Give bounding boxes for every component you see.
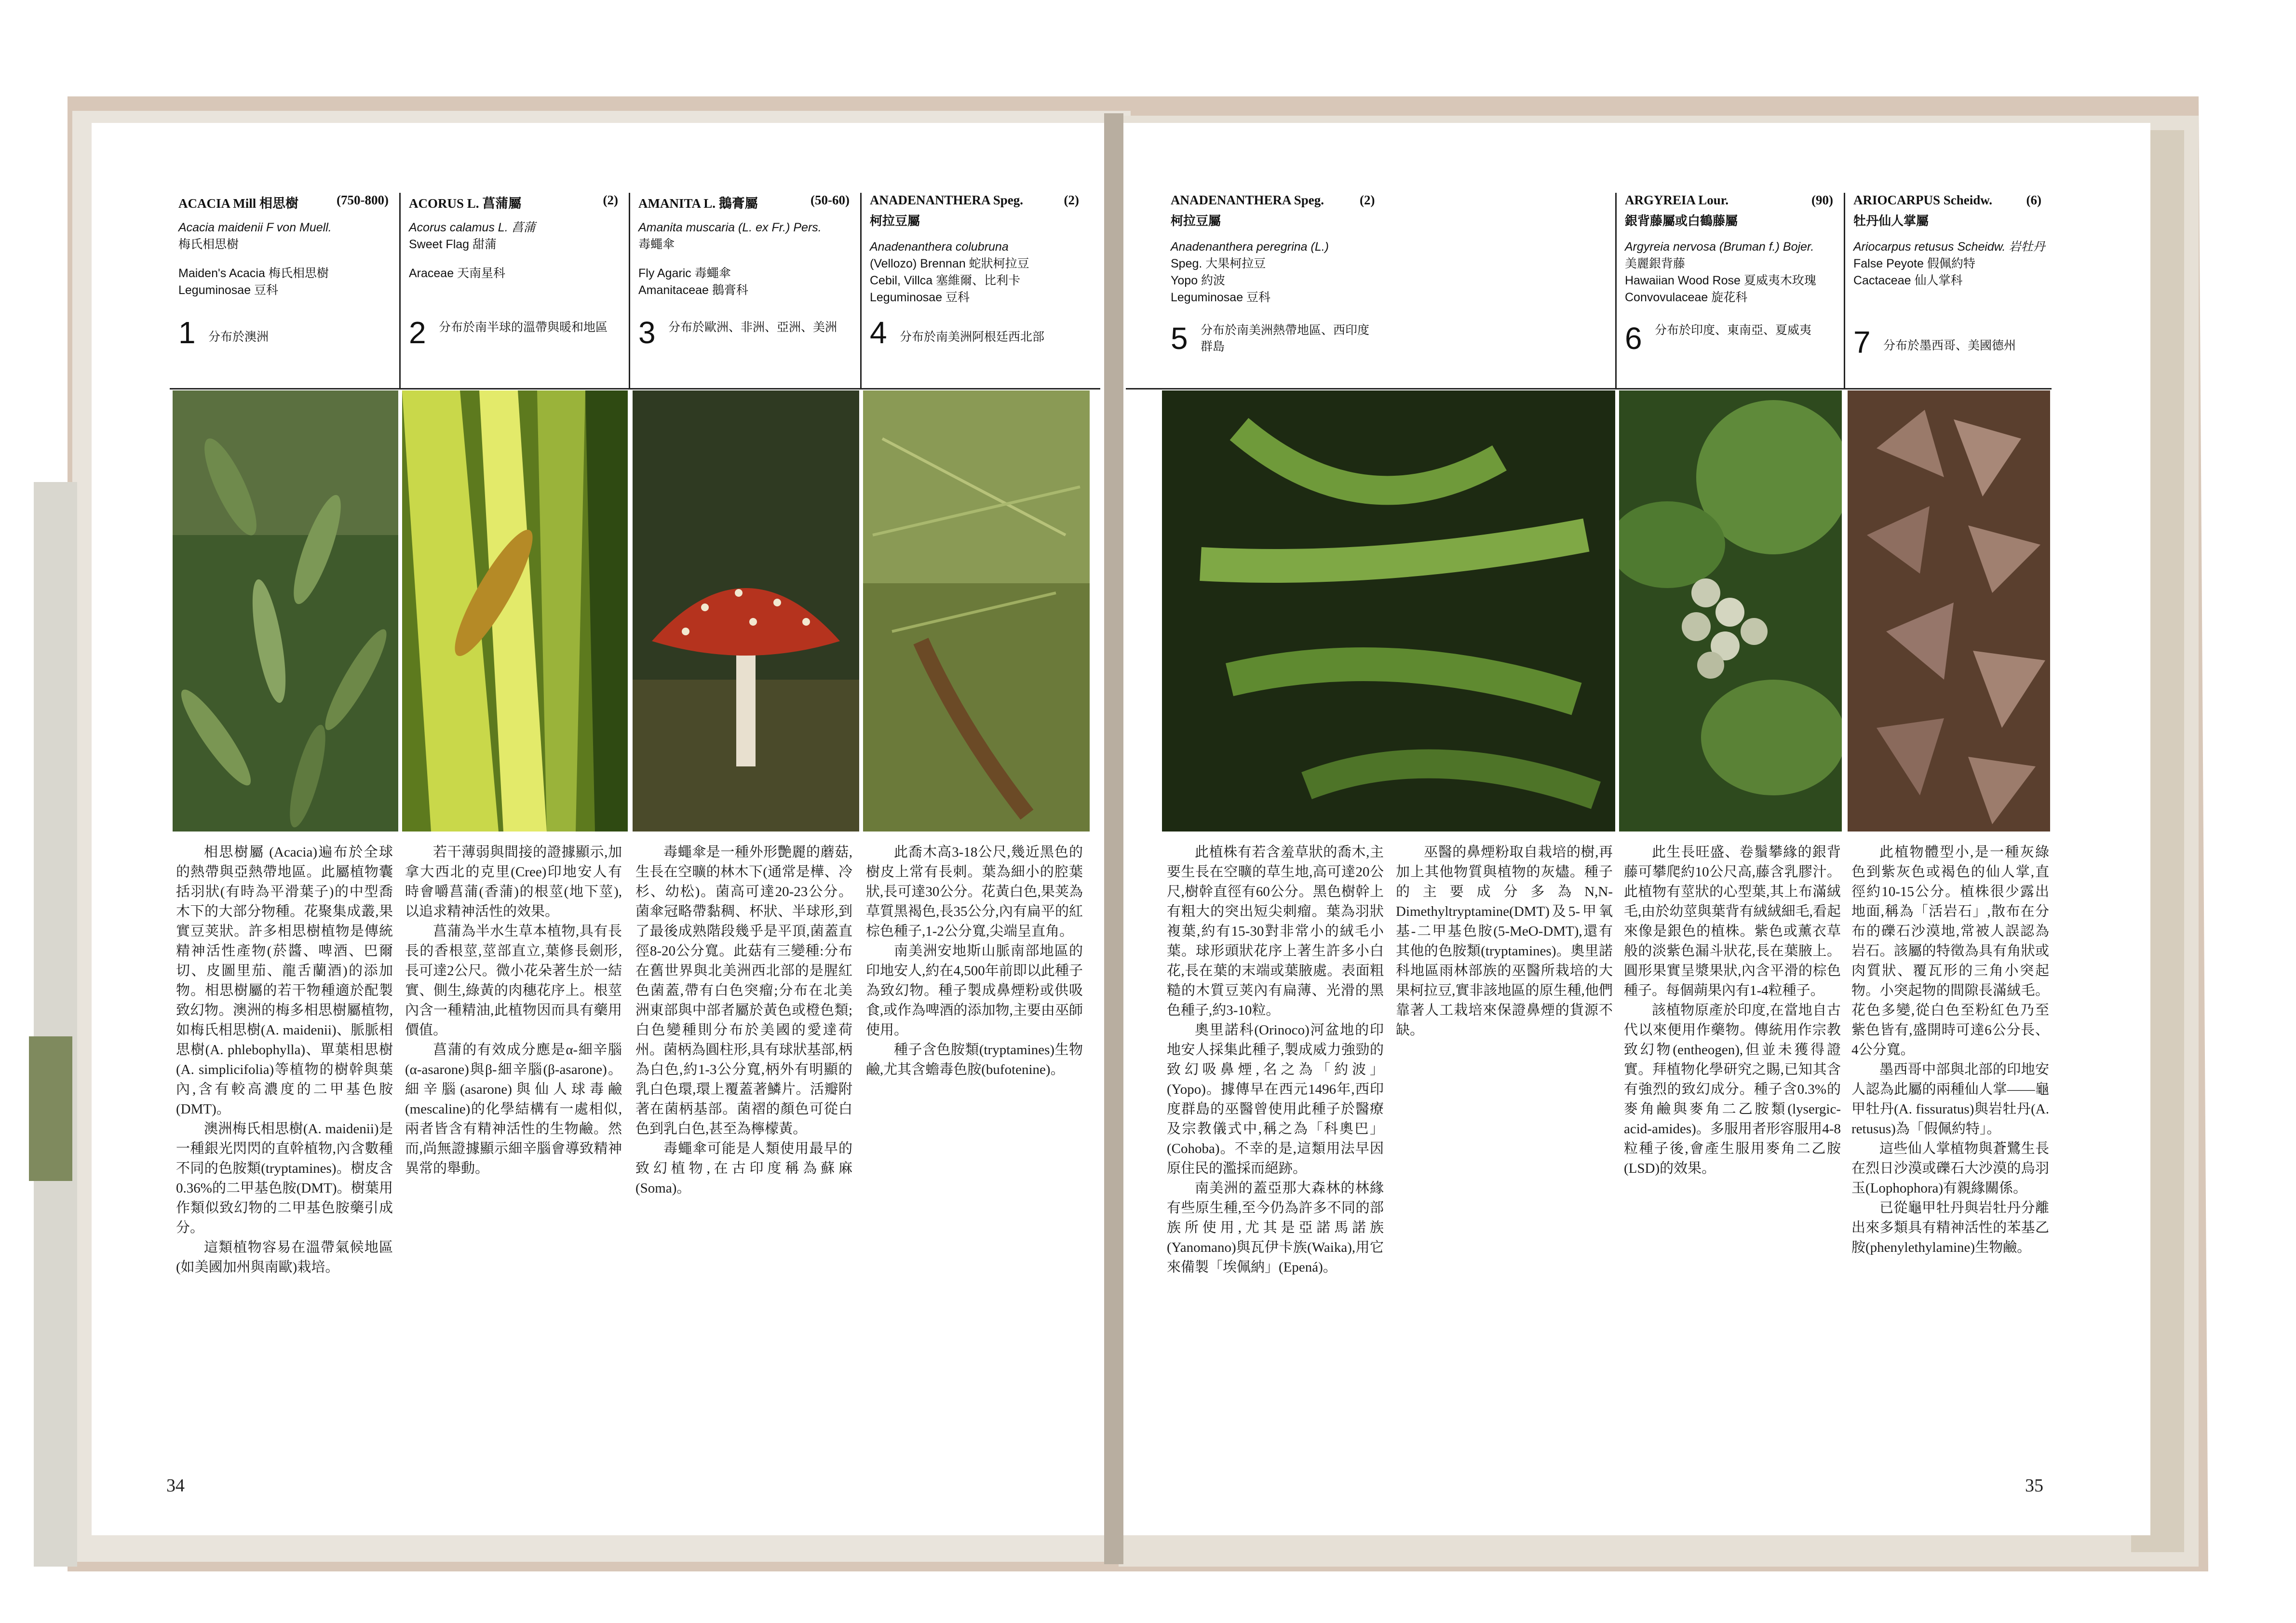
- entry-number: 1: [178, 315, 196, 350]
- species-count: (50-60): [810, 193, 850, 207]
- species-count: (2): [1360, 193, 1375, 207]
- family-name: Cactaceae 仙人掌科: [1853, 274, 1963, 287]
- entry-2-header: [400, 193, 630, 388]
- common-name: Sweet Flag 甜蒲: [409, 238, 497, 251]
- acacia-leaves-photo: [173, 390, 398, 832]
- family-name: Convovulaceae 旋花科: [1625, 291, 1748, 304]
- genus-chinese: 銀背藤屬或白鶴藤屬: [1625, 214, 1738, 228]
- entry-number: 7: [1853, 325, 1871, 360]
- genus-chinese: 柯拉豆屬: [1171, 214, 1221, 228]
- distribution: 分布於澳洲: [208, 330, 269, 344]
- genus-title: ACORUS L. 菖蒲屬: [409, 196, 522, 211]
- entry-3-header: [630, 193, 862, 388]
- species-name: Acacia maidenii F von Muell.: [178, 221, 332, 234]
- entry-7-header: [1845, 193, 2052, 388]
- genus-title: ARGYREIA Lour.: [1625, 193, 1729, 207]
- distribution: 分布於南美洲阿根廷西北部: [900, 330, 1045, 344]
- species-count: (2): [1064, 193, 1079, 207]
- genus-title: ANADENANTHERA Speg.: [1171, 193, 1324, 207]
- entry-number: 6: [1625, 321, 1642, 356]
- amanita-mushroom-photo: [633, 390, 859, 832]
- species-count: (6): [2026, 193, 2041, 207]
- header-rule-left: [170, 388, 1100, 389]
- distribution: 分布於墨西哥、美國德州: [1883, 339, 2016, 352]
- common-name: Cebil, Villca 塞維爾、比利卡: [870, 274, 1021, 287]
- genus-title: ARIOCARPUS Scheidw.: [1853, 193, 1993, 207]
- argyreia-nervosa-photo: [1619, 390, 1842, 832]
- species-chinese: 毒蠅傘: [638, 238, 675, 251]
- entry-1-text: 相思樹屬 (Acacia)遍布於全球的熱帶與亞熱帶地區。此屬植物囊括羽狀(有時為平滑葉子)的中型喬木下的大部分物種。花聚集成叢,果實豆荚狀。許多相思樹植物是傳統精神活性產物(菸醬、啤酒、巴爾切、皮圖里茄、龍舌蘭酒)的添加物。相思樹屬的若干物種適於配製致幻物。澳洲的梅多相思樹屬植物,如梅氏相思樹(A. maidenii)、脈脈相思樹(A. phlebophylla)、單葉相思樹(A. simplicifolia)等植物的樹幹與葉內,含有較高濃度的二甲基色胺(DMT)。 澳洲梅氏相思樹(A. maidenii)是一種銀光閃閃的直幹植物,內含數種不同的色胺類(tryptamines)。樹皮含0.36%的二甲基色胺(DMT)。樹葉用作類似致幻物的二甲基色胺藥引成分。 這類植物容易在溫帶氣候地區(如美國加州與南歐)栽培。: [176, 845, 393, 1275]
- genus-title: ANADENANTHERA Speg.: [870, 193, 1024, 207]
- species-count: (2): [603, 193, 618, 207]
- family-name: Leguminosae 豆科: [870, 291, 970, 304]
- species-name: Argyreia nervosa (Bruman f.) Bojer.: [1625, 240, 1814, 254]
- ariocarpus-cactus-photo: [1848, 390, 2050, 832]
- entry-4-header: [861, 193, 1090, 388]
- entry-2-text: 若干薄弱與間接的證據顯示,加拿大西北的克里(Cree)印地安人有時會嚼菖蒲(香蒲)的根莖(地下莖),以追求精神活性的效果。 菖蒲為半水生草本植物,具有長長的香根莖,莖部直立,葉修長劍形,長可達2公尺。微小花朵著生於一結實、側生,綠黃的肉穗花序上。根莖內含一種精油,此植物因而具有藥用價值。 菖蒲的有效成分應是α-細辛腦(α-asarone)與β-細辛腦(β-asarone)。細辛腦(asarone)與仙人球毒鹼(mescaline)的化學結構有一處相似,兩者皆含有精神活性的生物鹼。然而,尚無證據顯示細辛腦會導致精神異常的舉動。: [405, 845, 622, 1176]
- entry-number: 4: [870, 315, 887, 350]
- family-name: Leguminosae 豆科: [1171, 291, 1271, 304]
- species-chinese: 梅氏相思樹: [178, 238, 239, 251]
- genus-title: ACACIA Mill 相思樹: [178, 196, 298, 211]
- distribution: 分布於歐洲、非洲、亞洲、美洲: [668, 321, 837, 334]
- genus-chinese: 柯拉豆屬: [870, 214, 920, 228]
- species-name: Anadenanthera peregrina (L.): [1171, 240, 1329, 254]
- species-name: Acorus calamus L. 菖蒲: [409, 221, 536, 234]
- left-page-number: 34: [166, 1475, 185, 1496]
- common-name: Maiden's Acacia 梅氏相思樹: [178, 267, 329, 280]
- entry-number: 3: [638, 315, 656, 350]
- header-rule-right: [1126, 388, 2052, 389]
- species-count: (750-800): [337, 193, 389, 207]
- family-name: Amanitaceae 鵝膏科: [638, 283, 748, 297]
- species-chinese: 美麗銀背藤: [1625, 257, 1686, 270]
- distribution: 分布於南美洲熱帶地區、西印度群島: [1201, 323, 1370, 353]
- anadenanthera-colubrina-photo: [863, 390, 1090, 832]
- species-count: (90): [1811, 193, 1833, 207]
- entry-1-header: [170, 193, 401, 388]
- entry-7-text: 此植物體型小,是一種灰綠色到紫灰色或褐色的仙人掌,直徑約10-15公分。植株很少露出地面,稱為「活岩石」,散布在分布的礫石沙漠地,常被人誤認為岩石。該屬的特徵為具有角狀或肉質狀、覆瓦形的三角小突起物。小突起物的間隙長滿絨毛。花色多變,從白色至粉紅色乃至紫色皆有,盛開時可達6公分長、4公分寬。 墨西哥中部與北部的印地安人認為此屬的兩種仙人掌——龜甲牡丹(A. fissuratus)與岩牡丹(A. retusus)為「假佩約特」。 這些仙人掌植物與蒼鷺生長在烈日沙漠或礫石大沙漠的烏羽玉(Lophophora)有親緣關係。 已從龜甲牡丹與岩牡丹分離出來多類具有精神活性的苯基乙胺(phenylethylamine)生物鹼。: [1851, 845, 2049, 1255]
- common-name: Hawaiian Wood Rose 夏威夷木玫瑰: [1625, 274, 1816, 287]
- right-page-number: 35: [2025, 1475, 2043, 1496]
- species-name: Amanita muscaria (L. ex Fr.) Pers.: [638, 221, 822, 234]
- distribution: 分布於印度、東南亞、夏威夷: [1655, 323, 1812, 337]
- entry-3-text: 毒蠅傘是一種外形艷麗的蘑菇,生長在空曠的林木下(通常是樺、冷杉、幼松)。菌高可達20-23公分。菌傘冠略帶黏稠、杯狀、半球形,到了最後成熟階段幾乎是平頂,菌蓋直徑8-20公分寬。此菇有三變種:分布在舊世界與北美洲西北部的是腥紅色菌蓋,帶有白色突瘤;分布在北美洲東部與中部者屬於黃色或橙色類;白色變種則分布於美國的愛達荷州。菌柄為圓柱形,具有球狀基部,柄為白色,約1-3公分寬,柄外有明顯的乳白色環,環上覆蓋著鱗片。活瓣附著在菌柄基部。菌褶的顏色可從白色到乳白色,甚至為檸檬黃。 毒蠅傘可能是人類使用最早的致幻植物,在古印度稱為蘇麻(Soma)。: [635, 845, 852, 1196]
- common-name: Yopo 約波: [1171, 274, 1226, 287]
- entry-5-text-col-1: 此植株有若含羞草狀的喬木,主要生長在空曠的草生地,高可達20公尺,樹幹直徑有60公分。黑色樹幹上有粗大的突出短尖刺瘤。葉為羽狀複葉,約有15-30對非常小的絨毛小葉。球形頭狀花序上著生許多小白花,長在葉的末端或葉腋處。表面粗糙的木質豆荚內有扁薄、光滑的黑色種子,約3-10粒。 奧里諾科(Orinoco)河盆地的印地安人採集此種子,製成威力強勁的致幻吸鼻煙,名之為「約波」(Yopo)。據傳早在西元1496年,西印度群島的巫醫曾使用此種子於醫療及宗教儀式中,稱之為「科奧巴」(Cohoba)。不幸的是,這類用法早因原住民的濫採而絕跡。 南美洲的蓋亞那大森林的林緣有些原生種,至今仍為許多不同的部族所使用,尤其是亞諾馬諾族(Yanomano)與瓦伊卡族(Waika),用它來備製「埃佩納」(Epená)。: [1167, 845, 1384, 1275]
- species-author: Speg. 大果柯拉豆: [1171, 257, 1266, 270]
- acorus-spadix-photo: [402, 390, 628, 832]
- entry-number: 5: [1171, 321, 1188, 356]
- entry-number: 2: [409, 315, 426, 350]
- genus-chinese: 牡丹仙人掌屬: [1853, 214, 1929, 228]
- distribution: 分布於南半球的溫帶與暖和地區: [439, 321, 608, 334]
- species-author: (Vellozo) Brennan 蛇狀柯拉豆: [870, 257, 1029, 270]
- genus-title: AMANITA L. 鵝膏屬: [638, 196, 758, 211]
- entry-5-header: [1162, 193, 1617, 388]
- family-name: Araceae 天南星科: [409, 267, 506, 280]
- common-name: False Peyote 假佩約特: [1853, 257, 1975, 270]
- species-name: Anadenanthera colubruna: [870, 240, 1009, 254]
- entry-5-text-col-2: 巫醫的鼻煙粉取自栽培的樹,再加上其他物質與植物的灰燼。種子的主要成分多為N,N-Dimethyltryptamine(DMT)及5-甲氧基-二甲基色胺(5-MeO-DMT),還有其他的色胺類(tryptamines)。奧里諾科地區雨林部族的巫醫所栽培的大果柯拉豆,實非該地區的原生種,他們靠著人工栽培來保證鼻煙的貨源不缺。: [1396, 845, 1613, 1038]
- entry-4-text: 此喬木高3-18公尺,幾近黑色的樹皮上常有長刺。葉為細小的腔葉狀,長可達30公分。花黃白色,果荚為草質黑褐色,長35公分,內有扁平的紅棕色種子,1-2公分寬,尖端呈直角。 南美洲安地斯山脈南部地區的印地安人,約在4,500年前即以此種子為致幻物。種子製成鼻煙粉或供吸食,或作為啤酒的添加物,主要由巫師使用。 種子含色胺類(tryptamines)生物鹼,尤其含蟾毒色胺(bufotenine)。: [866, 845, 1083, 1077]
- entry-6-header: [1616, 193, 1845, 388]
- family-name: Leguminosae 豆科: [178, 283, 279, 297]
- anadenanthera-peregrina-photo: [1162, 390, 1615, 832]
- common-name: Fly Agaric 毒蠅傘: [638, 267, 731, 280]
- species-name: Ariocarpus retusus Scheidw. 岩牡丹: [1853, 240, 2045, 254]
- entry-6-text: 此生長旺盛、卷鬚攀緣的銀背藤可攀爬約10公尺高,藤含乳膠汁。此植物有莖狀的心型葉,其上布滿絨毛,由於幼莖與葉背有絨絨細毛,看起來像是銀色的植株。紫色或薰衣草般的淡紫色漏斗狀花,長在葉腋上。圓形果實呈漿果狀,內含平滑的棕色種子。每個蒴果內有1-4粒種子。 該植物原產於印度,在當地自古代以來便用作藥物。傳統用作宗教致幻物(entheogen),但並未獲得證實。拜植物化學研究之賜,已知其含有強烈的致幻成分。種子含0.3%的麥角鹼與麥角二乙胺類(lysergic-acid-amides)。多服用者形容服用4-8粒種子後,會產生服用麥角二乙胺(LSD)的效果。: [1624, 845, 1841, 1176]
